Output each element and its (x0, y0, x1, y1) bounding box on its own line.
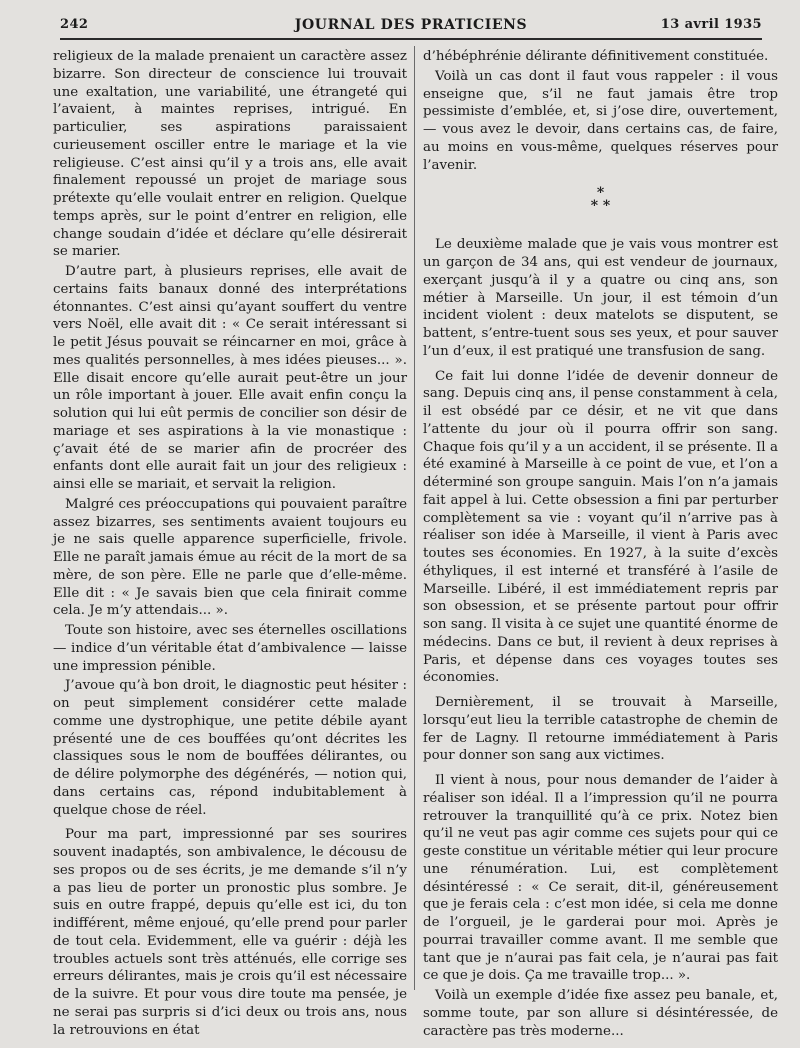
asterism-bottom: * * (590, 198, 611, 215)
paragraph: Le deuxième malade que je vais vous montrer est un garçon de 34 ans, qui est vendeur de journaux, exerçant jusqu’à il y a quatre ou cinq ans, son métier à Marseille. Un jour, il est témoin d’un incident violent : deux matelots se disputent, se battent, s’entre-tuent sous ses yeux, et pour sauver l’un d’eux, il est pratiqué une transfusion de sang. (423, 237, 778, 359)
paragraph: d’hébéphrénie délirante définitivement constituée. (423, 49, 769, 64)
page-number: 242 (60, 17, 89, 32)
right-column (423, 48, 778, 1040)
paragraph: religieux de la malade prenaient un caractère assez bizarre. Son directeur de conscience lui trouvait une exaltation, une variabilité, une étrangeté qui l’avaient, à maintes reprises, intrigué. En particulier, ses aspirations paraissaient curieusement osciller entre le mariage et la vie religieuse. C’est ainsi qu’il y a trois ans, elle avait finalement repoussé un projet de mariage sous prétexte qu’elle voulait entrer en religion. Quelque temps après, sur le point d’entrer en religion, elle change soudain d’idée et déclare qu’elle désirerait se marier. (53, 49, 407, 260)
paragraph: J’avoue qu’à bon droit, le diagnostic peut hésiter : on peut simplement considérer cette malade comme une dystrophique, une petite débile ayant présenté une de ces bouffées qu’ont décrites les classiques sous le nom de bouffées délirantes, ou de délire polymorphe des dégénérés, — notion qui, dans certains cas, répond indubitablement à quelque chose de réel. (53, 678, 407, 818)
column-divider (414, 46, 415, 990)
journal-title: JOURNAL DES PRATICIENS (294, 17, 528, 33)
paragraph: Toute son histoire, avec ses éternelles oscillations — indice d’un véritable état d’ambivalence — laisse une impression pénible. (53, 623, 407, 674)
paragraph: Ce fait lui donne l’idée de devenir donneur de sang. Depuis cinq ans, il pense constamment à cela, il est obsédé par ce désir, et ne vit que dans l’attente du jour où il pourra offrir son sang. Chaque fois qu’il y a un accident, il se présente. Il a été examiné à Marseille à ce point de vue, et l’on a déterminé son groupe sanguin. Mais l’on n’a jamais fait appel à lui. Cette obsession a fini par perturber complètement sa vie : voyant qu’il n’arrive pas à réaliser son idée à Marseille, il vient à Paris avec toutes ses économies. En 1927, à la suite d’excès éthyliques, il est interné et transféré à l’asile de Marseille. Libéré, il est immédiatement repris par son obsession, et se présente partout pour offrir son sang. Il visita à ce sujet une quantité énorme de médecins. Dans ce but, il revient à deux reprises à Paris, et dépense dans ces voyages toutes ses économies. (423, 368, 778, 686)
paragraph: Voilà un cas dont il faut vous rappeler : il vous enseigne que, s’il ne faut jamais être trop pessimiste d’emblée, et, si j’ose dire, ouvertement, — vous avez le devoir, dans certains cas, de faire, au moins en vous-même, quelques réserves pour l’avenir. (423, 68, 778, 173)
asterism-top: * (596, 185, 605, 202)
paragraph: Voilà un exemple d’idée fixe assez peu banale, et, somme toute, par son allure si désintéressée, de caractère pas très moderne... (423, 988, 778, 1039)
left-column (53, 48, 407, 1039)
running-header (60, 12, 762, 40)
section-separator-asterism (423, 187, 778, 213)
issue-date: 13 avril 1935 (660, 17, 762, 32)
paragraph: Dernièrement, il se trouvait à Marseille, lorsqu’eut lieu la terrible catastrophe de chemin de fer de Lagny. Il retourne immédiatement à Paris pour donner son sang aux victimes. (423, 695, 778, 764)
paragraph: D’autre part, à plusieurs reprises, elle avait de certains faits banaux donné des interprétations étonnantes. C’est ainsi qu’ayant souffert du ventre vers Noël, elle avait dit : « Ce serait intéressant si le petit Jésus pouvait se réincarner en moi, grâce à mes qualités personnelles, à mes idées pieuses... ». Elle disait encore qu’elle aurait peut-être un jour un rôle important à jouer. Elle avait enfin conçu la solution qui lui eût permis de concilier son désir de mariage et ses aspirations à la vie monastique : ç’avait été de se marier afin de procréer des enfants dont elle aurait fait un jour des religieux : ainsi elle se mariait, et servait la religion. (53, 264, 407, 492)
paragraph: Pour ma part, impressionné par ses sourires souvent inadaptés, son ambivalence, le décousu de ses propos ou de ses écrits, je me demande s’il n’y a pas lieu de porter un pronostic plus sombre. Je suis en outre frappé, depuis qu’elle est ici, du ton indifférent, même enjoué, qu’elle prend pour parler de tout cela. Evidemment, elle va guérir : déjà les troubles actuels sont très atténués, elle corrige ses erreurs délirantes, mais je crois qu’il est nécessaire de la suivre. Et pour vous dire toute ma pensée, je ne serai pas surpris si d’ici deux ou trois ans, nous la retrouvions en état (53, 827, 407, 1038)
paragraph: Il vient à nous, pour nous demander de l’aider à réaliser son idéal. Il a l’impression qu’il ne pourra retrouver la tranquillité qu’à ce prix. Notez bien qu’il ne veut pas agir comme ces sujets pour qui ce geste constitue un véritable métier qui leur procure une rénumération. Lui, est complètement désintéressé : « Ce serait, dit-il, généreusement que je ferais cela : c’est mon idée, si cela me donne de l’orgueil, je le garderai pour moi. Après je pourrai travailler comme avant. Il me semble que tant que je n’aurai pas fait cela, je n’aurai pas fait ce que je dois. Ça me travaille trop... ». (423, 773, 778, 984)
paragraph: Malgré ces préoccupations qui pouvaient paraître assez bizarres, ses sentiments avaient toujours eu je ne sais quelle apparence superficielle, frivole. Elle ne paraît jamais émue au récit de la mort de sa mère, de son père. Elle ne parle que d’elle-même. Elle dit : « Je savais bien que cela finirait comme cela. Je m’y attendais... ». (53, 496, 407, 619)
